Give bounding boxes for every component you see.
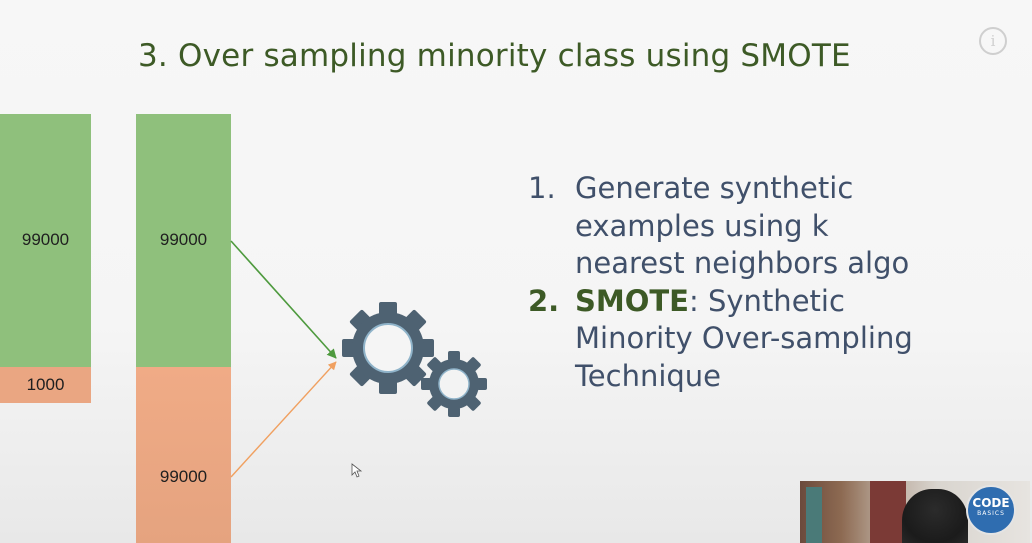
slide-title: 3. Over sampling minority class using SMOTE <box>138 38 851 74</box>
bar-label: 99000 <box>159 230 208 249</box>
list-item <box>528 170 988 283</box>
point-line: Generate synthetic <box>575 171 854 205</box>
list-number: 2. <box>528 283 560 318</box>
smote-definition-start: : Synthetic <box>689 283 845 318</box>
point-line: examples using k <box>575 208 829 243</box>
gears-icon <box>342 302 487 417</box>
bar-label: 1000 <box>26 375 65 394</box>
orange-arrow <box>231 362 336 477</box>
info-icon[interactable]: i <box>979 27 1007 55</box>
bar-label: 99000 <box>159 467 208 486</box>
green-arrow <box>231 241 336 358</box>
smote-points-list <box>528 170 988 395</box>
bar-label: 99000 <box>21 230 70 249</box>
code-basics-logo <box>966 485 1016 535</box>
list-number: 1. <box>528 171 556 205</box>
point-line: Minority Over-sampling <box>575 321 913 355</box>
point-line <box>575 283 988 321</box>
logo-text-basics: BASICS <box>977 510 1005 517</box>
point-line: Technique <box>575 358 722 393</box>
logo-text-code: CODE <box>972 496 1010 510</box>
mouse-cursor-icon <box>352 464 361 477</box>
point-line: nearest neighbors algo <box>575 246 910 280</box>
list-item <box>528 283 988 396</box>
webcam-background-object <box>806 487 822 543</box>
smote-term: SMOTE <box>575 283 689 318</box>
presenter-avatar <box>902 489 968 543</box>
webcam-background-object <box>870 481 906 543</box>
